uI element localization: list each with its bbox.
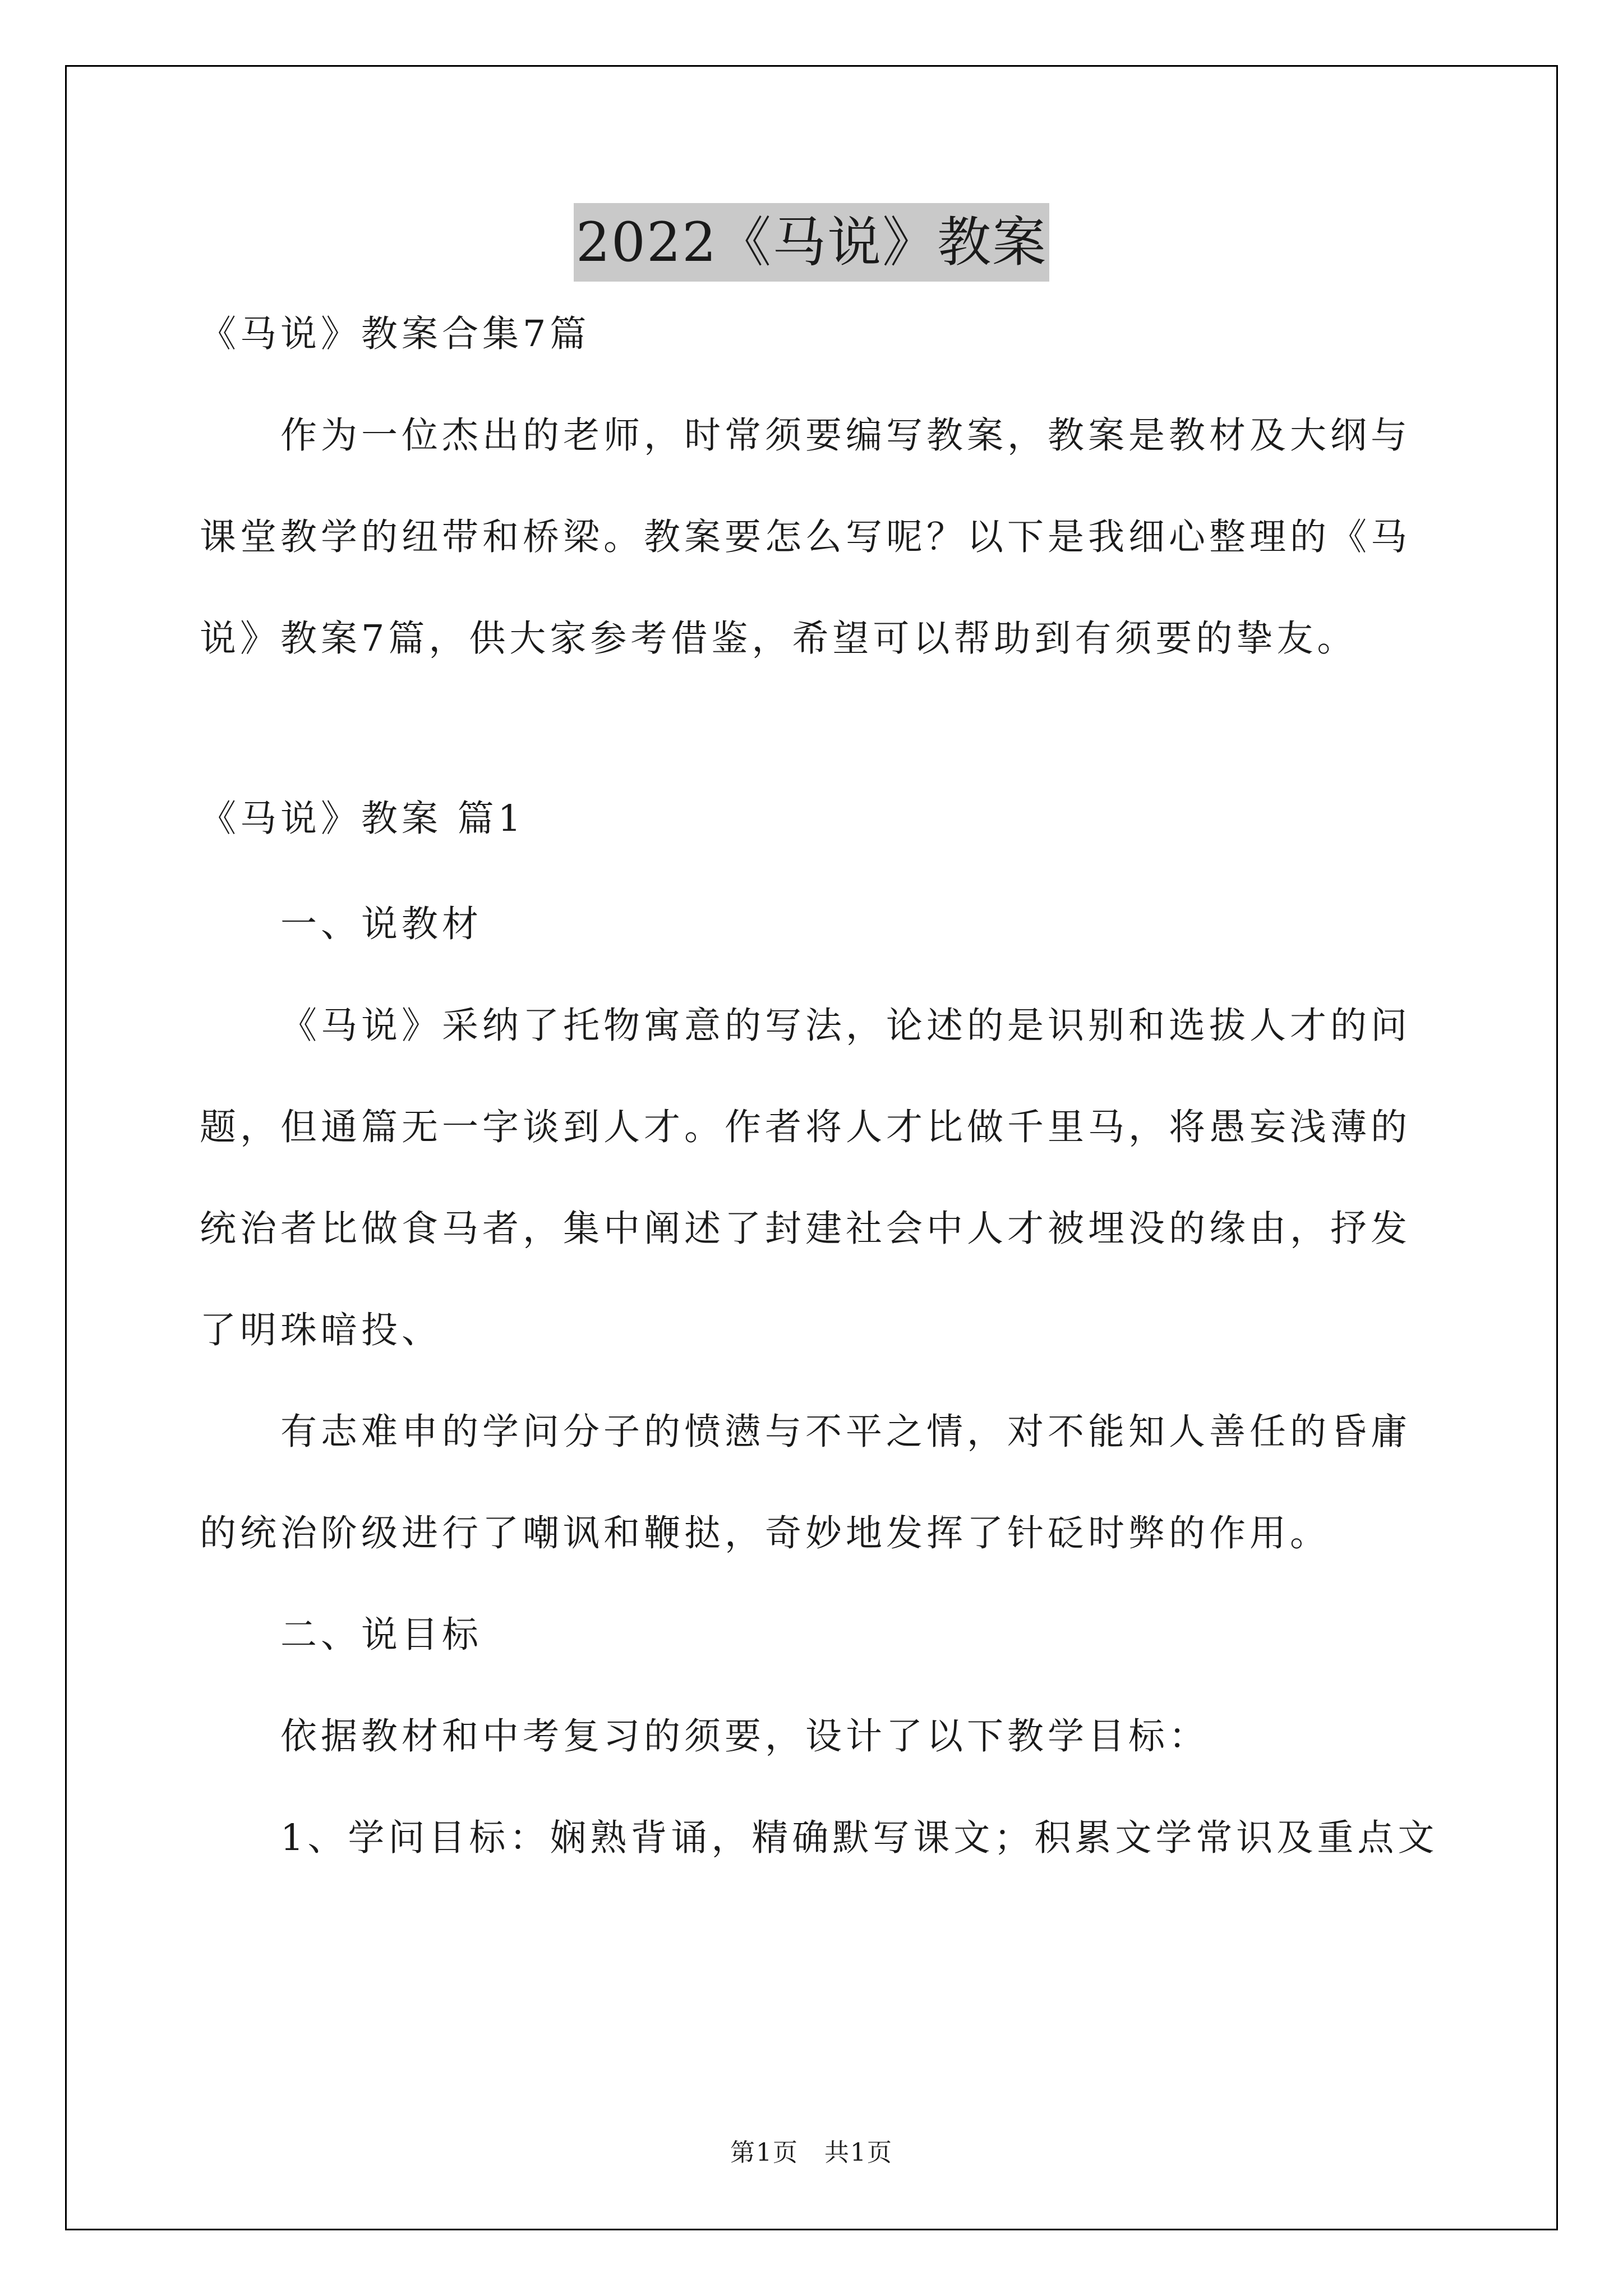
document-title: 2022《马说》教案 — [574, 203, 1049, 282]
section-heading: 《马说》教案 篇1 — [200, 798, 525, 840]
intro-paragraph-line: 说》教案7篇，供大家参考借鉴，希望可以帮助到有须要的挚友。 — [200, 618, 1358, 660]
paragraph-line: 依据教材和中考复习的须要，设计了以下教学目标： — [280, 1715, 1210, 1757]
paragraph-line: 1、学问目标：娴熟背诵，精确默写课文；积累文学常识及重点文 — [280, 1817, 1438, 1859]
paragraph-line: 有志难申的学问分子的愤懑与不平之情，对不能知人善任的昏庸 — [280, 1411, 1412, 1453]
paragraph-line: 题，但通篇无一字谈到人才。作者将人才比做千里马，将愚妄浅薄的 — [200, 1106, 1412, 1148]
collection-heading: 《马说》教案合集7篇 — [200, 313, 591, 355]
subsection-heading: 二、说目标 — [280, 1614, 483, 1656]
intro-paragraph-line: 课堂教学的纽带和桥梁。教案要怎么写呢？以下是我细心整理的《马 — [200, 516, 1412, 558]
document-body — [200, 306, 1438, 1866]
title-container — [0, 203, 1623, 282]
paragraph-line: 了明珠暗投、 — [200, 1309, 442, 1351]
intro-paragraph-line: 作为一位杰出的老师，时常须要编写教案，教案是教材及大纲与 — [280, 415, 1412, 457]
page-number-footer: 第1页 共1页 — [730, 2138, 893, 2167]
paragraph-line: 《马说》采纳了托物寓意的写法，论述的是识别和选拔人才的问 — [280, 1005, 1412, 1047]
paragraph-line: 的统治阶级进行了嘲讽和鞭挞，奇妙地发挥了针砭时弊的作用。 — [200, 1512, 1331, 1554]
paragraph-line: 统治者比做食马者，集中阐述了封建社会中人才被埋没的缘由，抒发 — [200, 1208, 1412, 1250]
subsection-heading: 一、说教材 — [280, 903, 483, 945]
